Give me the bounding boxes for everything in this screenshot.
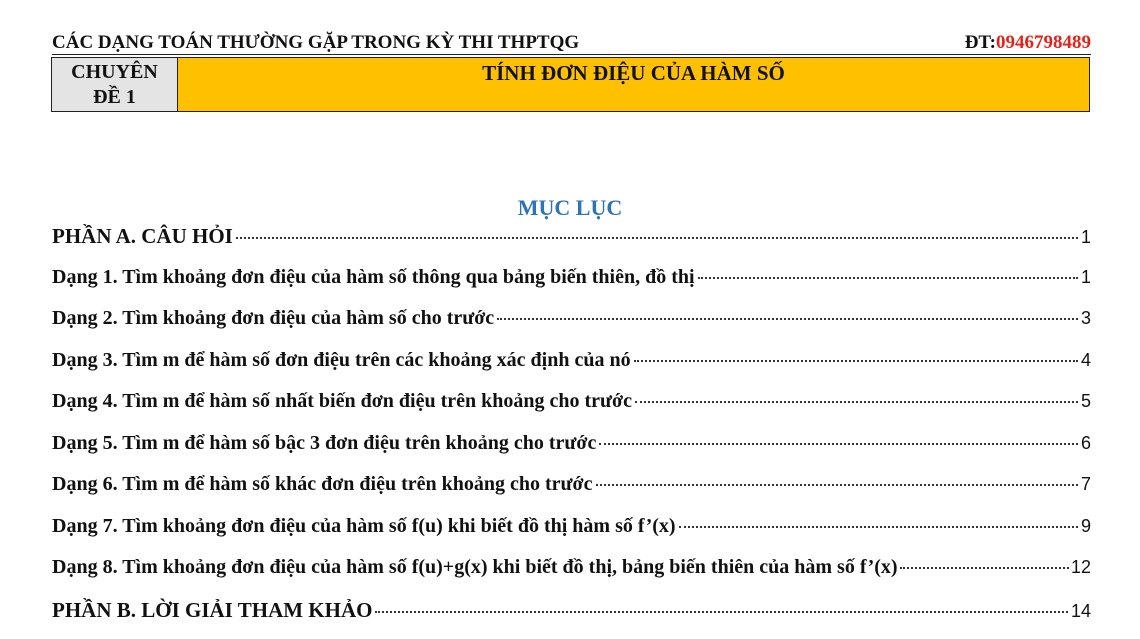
dot-leader: [497, 318, 1078, 320]
page-header: [52, 30, 1091, 55]
toc-entry-dang-7[interactable]: [52, 515, 1091, 557]
phone-number: 0946798489: [996, 32, 1091, 53]
dot-leader: [599, 443, 1078, 445]
toc-entry-page: 12: [1071, 557, 1091, 578]
toc-entry-text: Dạng 8. Tìm khoảng đơn điệu của hàm số f(u)+g(x) khi biết đồ thị, bảng biến thiên của hàm số f’(x): [52, 556, 898, 579]
toc-entry-page: 1: [1081, 227, 1091, 248]
toc-entry-text: PHẦN B. LỜI GIẢI THAM KHẢO: [52, 598, 372, 623]
toc-entry-dang-4[interactable]: [52, 390, 1091, 432]
toc-entry-page: 7: [1081, 474, 1091, 495]
toc-entry-page: 3: [1081, 308, 1091, 329]
contact-label: ĐT:: [965, 32, 996, 53]
toc-entry-text: Dạng 4. Tìm m để hàm số nhất biến đơn điệu trên khoảng cho trước: [52, 390, 632, 413]
contact-info: [965, 32, 1091, 54]
toc-entry-text: Dạng 5. Tìm m để hàm số bậc 3 đơn điệu trên khoảng cho trước: [52, 432, 596, 455]
toc-entry-page: 5: [1081, 391, 1091, 412]
toc-entry-text: Dạng 2. Tìm khoảng đơn điệu của hàm số cho trước: [52, 307, 494, 330]
topic-label-line2: ĐỀ 1: [52, 85, 177, 110]
toc-entry-dang-6[interactable]: [52, 473, 1091, 515]
dot-leader: [900, 567, 1069, 569]
toc-entry-page: 14: [1071, 601, 1091, 622]
dot-leader: [236, 237, 1078, 239]
toc-entry-text: Dạng 7. Tìm khoảng đơn điệu của hàm số f(u) khi biết đồ thị hàm số f’(x): [52, 515, 676, 538]
toc-entry-part-b[interactable]: [52, 598, 1091, 639]
toc-title: MỤC LỤC: [0, 195, 1140, 221]
dot-leader: [634, 360, 1078, 362]
toc-entry-page: 9: [1081, 516, 1091, 537]
topic-label-line1: CHUYÊN: [52, 60, 177, 85]
toc-entry-dang-5[interactable]: [52, 432, 1091, 474]
topic-title: TÍNH ĐƠN ĐIỆU CỦA HÀM SỐ: [178, 58, 1089, 111]
dot-leader: [698, 277, 1078, 279]
toc-entry-page: 4: [1081, 350, 1091, 371]
toc-entry-dang-3[interactable]: [52, 349, 1091, 391]
toc-entry-text: PHẦN A. CÂU HỎI: [52, 224, 233, 249]
dot-leader: [375, 611, 1067, 613]
dot-leader: [635, 401, 1078, 403]
toc-entry-text: Dạng 1. Tìm khoảng đơn điệu của hàm số thông qua bảng biến thiên, đồ thị: [52, 266, 695, 289]
dot-leader: [679, 526, 1078, 528]
toc-entry-dang-8[interactable]: [52, 556, 1091, 598]
toc-entry-page: 1: [1081, 267, 1091, 288]
toc-entry-text: Dạng 6. Tìm m để hàm số khác đơn điệu trên khoảng cho trước: [52, 473, 593, 496]
toc-entry-page: 6: [1081, 433, 1091, 454]
toc-entry-text: Dạng 3. Tìm m để hàm số đơn điệu trên các khoảng xác định của nó: [52, 349, 631, 372]
series-title: CÁC DẠNG TOÁN THƯỜNG GẶP TRONG KỲ THI THPTQG: [52, 32, 579, 54]
toc-entry-part-a[interactable]: [52, 224, 1091, 266]
topic-banner: [51, 57, 1090, 112]
topic-label: [52, 58, 178, 111]
dot-leader: [596, 484, 1078, 486]
toc-entry-dang-1[interactable]: [52, 266, 1091, 308]
toc-entry-dang-2[interactable]: [52, 307, 1091, 349]
table-of-contents: [52, 224, 1091, 639]
